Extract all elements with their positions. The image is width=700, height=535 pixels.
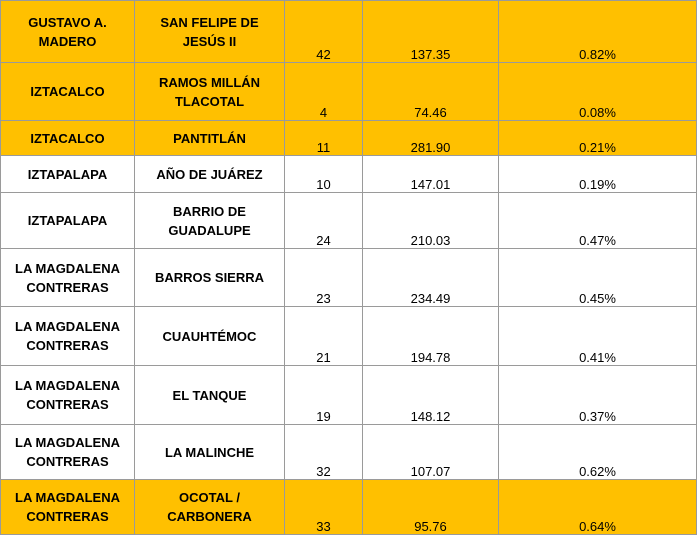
porcentaje-cell: 0.45% xyxy=(499,249,697,307)
delegacion-cell: LA MAGDALENA CONTRERAS xyxy=(1,425,135,480)
porcentaje-cell: 0.37% xyxy=(499,366,697,425)
table-row xyxy=(1,480,697,535)
numero-cell: 42 xyxy=(285,1,363,63)
numero-cell: 24 xyxy=(285,193,363,249)
superficie-cell: 107.07 xyxy=(363,425,499,480)
superficie-cell: 194.78 xyxy=(363,307,499,366)
superficie-cell: 210.03 xyxy=(363,193,499,249)
superficie-cell: 137.35 xyxy=(363,1,499,63)
superficie-cell: 95.76 xyxy=(363,480,499,535)
colonia-cell: RAMOS MILLÁN TLACOTAL xyxy=(135,63,285,121)
numero-cell: 19 xyxy=(285,366,363,425)
delegacion-cell: LA MAGDALENA CONTRERAS xyxy=(1,366,135,425)
delegacion-cell: IZTAPALAPA xyxy=(1,193,135,249)
delegacion-cell: IZTACALCO xyxy=(1,121,135,156)
colonia-cell: SAN FELIPE DE JESÚS II xyxy=(135,1,285,63)
colonia-cell: EL TANQUE xyxy=(135,366,285,425)
table-row xyxy=(1,307,697,366)
table-row xyxy=(1,156,697,193)
porcentaje-cell: 0.41% xyxy=(499,307,697,366)
table-row xyxy=(1,193,697,249)
superficie-cell: 234.49 xyxy=(363,249,499,307)
superficie-cell: 74.46 xyxy=(363,63,499,121)
delegacion-cell: GUSTAVO A. MADERO xyxy=(1,1,135,63)
table-row xyxy=(1,366,697,425)
table-row xyxy=(1,1,697,63)
colonia-cell: BARRIO DE GUADALUPE xyxy=(135,193,285,249)
colonia-cell: LA MALINCHE xyxy=(135,425,285,480)
delegacion-cell: IZTAPALAPA xyxy=(1,156,135,193)
numero-cell: 4 xyxy=(285,63,363,121)
delegacion-cell: LA MAGDALENA CONTRERAS xyxy=(1,480,135,535)
numero-cell: 32 xyxy=(285,425,363,480)
colonia-cell: CUAUHTÉMOC xyxy=(135,307,285,366)
numero-cell: 33 xyxy=(285,480,363,535)
numero-cell: 10 xyxy=(285,156,363,193)
porcentaje-cell: 0.82% xyxy=(499,1,697,63)
table-row xyxy=(1,63,697,121)
porcentaje-cell: 0.64% xyxy=(499,480,697,535)
colonia-cell: BARROS SIERRA xyxy=(135,249,285,307)
delegacion-cell: IZTACALCO xyxy=(1,63,135,121)
superficie-cell: 281.90 xyxy=(363,121,499,156)
porcentaje-cell: 0.19% xyxy=(499,156,697,193)
superficie-cell: 147.01 xyxy=(363,156,499,193)
porcentaje-cell: 0.62% xyxy=(499,425,697,480)
porcentaje-cell: 0.08% xyxy=(499,63,697,121)
numero-cell: 23 xyxy=(285,249,363,307)
table-row xyxy=(1,425,697,480)
table-row xyxy=(1,249,697,307)
porcentaje-cell: 0.21% xyxy=(499,121,697,156)
numero-cell: 21 xyxy=(285,307,363,366)
colonia-cell: OCOTAL / CARBONERA xyxy=(135,480,285,535)
porcentaje-cell: 0.47% xyxy=(499,193,697,249)
colonia-cell: PANTITLÁN xyxy=(135,121,285,156)
table-row xyxy=(1,121,697,156)
numero-cell: 11 xyxy=(285,121,363,156)
delegacion-cell: LA MAGDALENA CONTRERAS xyxy=(1,307,135,366)
delegacion-cell: LA MAGDALENA CONTRERAS xyxy=(1,249,135,307)
colonia-cell: AÑO DE JUÁREZ xyxy=(135,156,285,193)
superficie-cell: 148.12 xyxy=(363,366,499,425)
